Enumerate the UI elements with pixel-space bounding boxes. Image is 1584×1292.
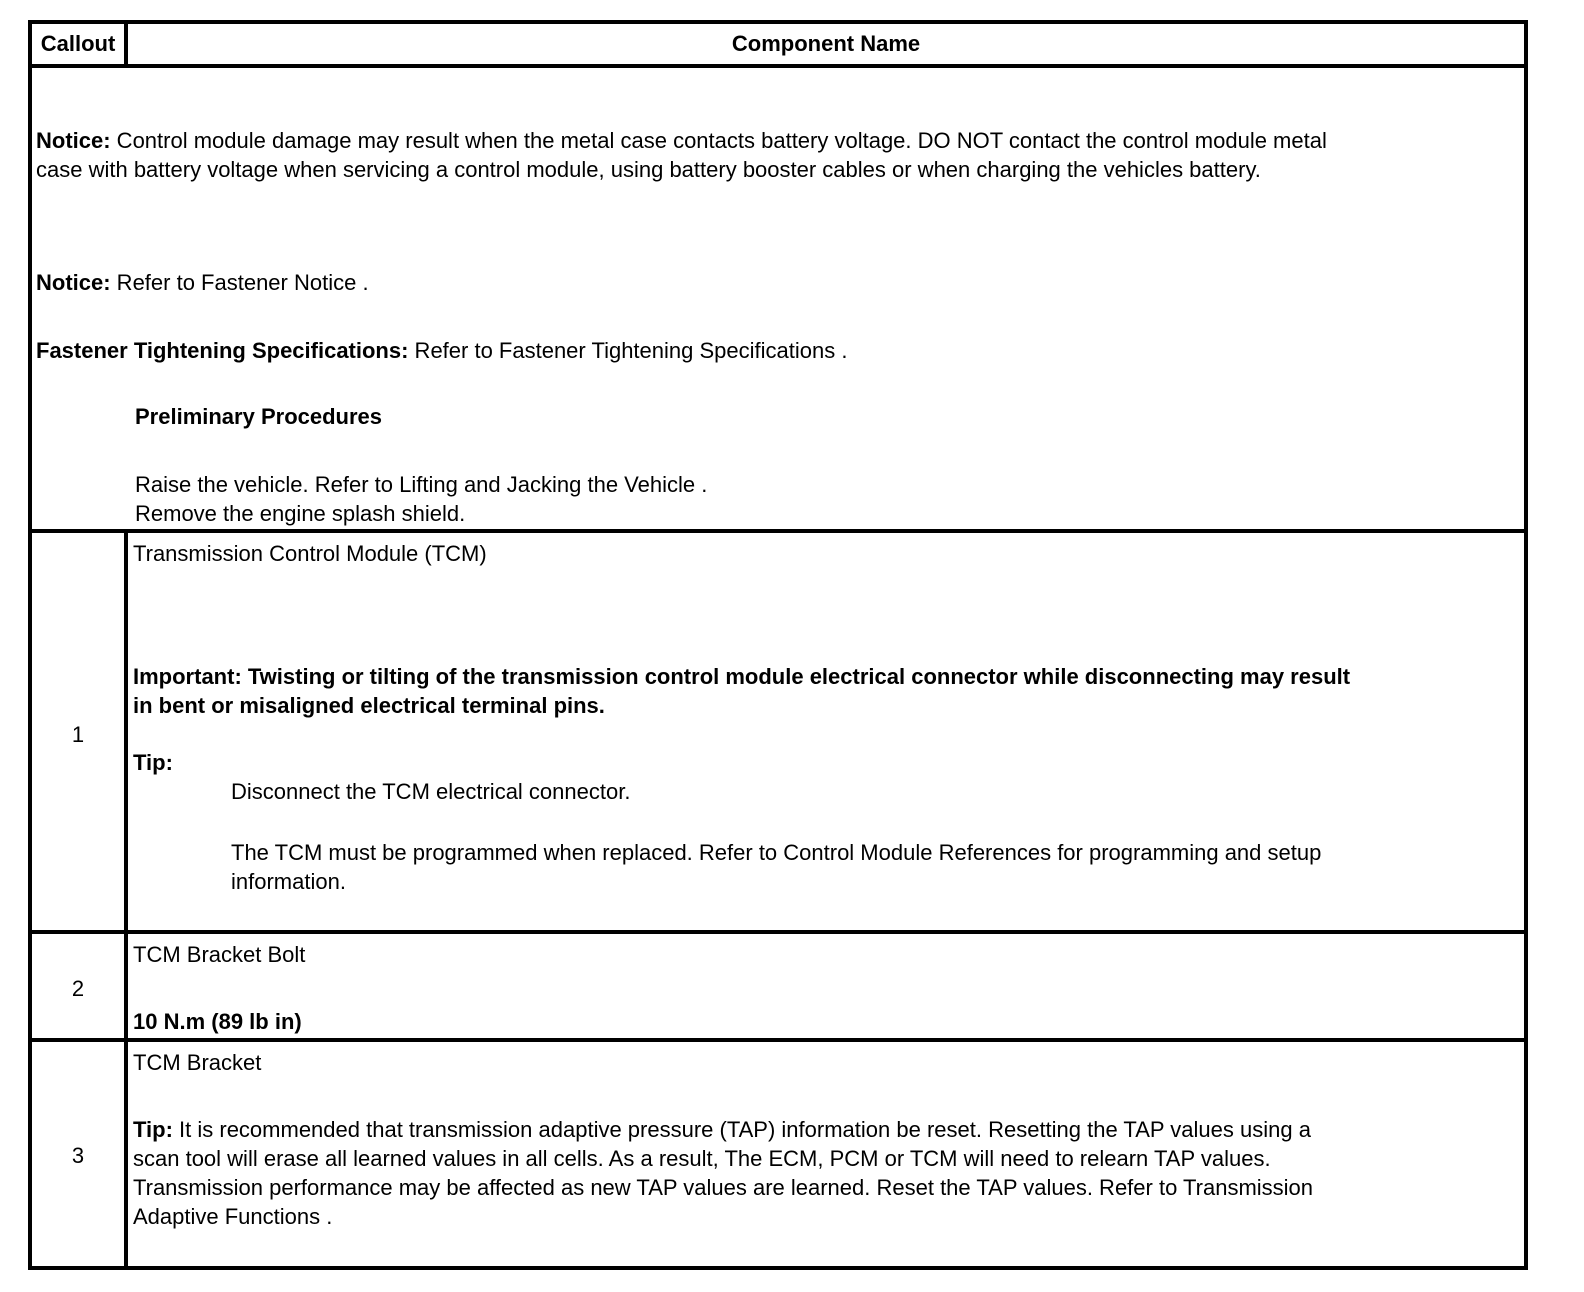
divider	[32, 930, 1524, 934]
important-note-line1: Important: Twisting or tilting of the transmission control module electrical connector while disconnecting may result	[133, 664, 1351, 689]
prelim-step-2: Remove the engine splash shield.	[135, 501, 466, 526]
torque-spec: 10 N.m (89 lb in)	[133, 1009, 302, 1034]
component-tcm-bracket-bolt: TCM Bracket Bolt	[133, 942, 306, 967]
fastener-specs: Fastener Tightening Specifications: Refer to Fastener Tightening Specifications .	[36, 338, 848, 363]
callout-1: 1	[71, 722, 85, 747]
divider	[32, 1038, 1524, 1042]
notice-control-module: Notice: Control module damage may result when the metal case contacts battery voltage. DO NOT contact the control module metal	[36, 128, 1327, 153]
important-note-line2: in bent or misaligned electrical terminal pins.	[133, 693, 605, 718]
component-tcm-bracket: TCM Bracket	[133, 1050, 262, 1075]
column-divider	[124, 533, 128, 1270]
notice-fastener: Notice: Refer to Fastener Notice .	[36, 270, 369, 295]
tip-step-program-line1: The TCM must be programmed when replaced. Refer to Control Module References for programming and setup	[231, 840, 1322, 865]
preliminary-procedures-heading: Preliminary Procedures	[135, 404, 383, 429]
component-tcm: Transmission Control Module (TCM)	[133, 541, 487, 566]
callout-3: 3	[71, 1143, 85, 1168]
tip-tap-line3: Transmission performance may be affected as new TAP values are learned. Reset the TAP values. Refer to Transmission	[133, 1175, 1314, 1200]
tip-label: Tip:	[133, 750, 173, 775]
header-component-name: Component Name	[731, 31, 921, 56]
procedure-table	[28, 20, 1528, 1270]
tip-step-program-line2: information.	[231, 869, 346, 894]
divider	[32, 529, 1524, 533]
callout-2: 2	[71, 976, 85, 1001]
tip-tap-line1: Tip: It is recommended that transmission adaptive pressure (TAP) information be reset. Resetting the TAP values using a	[133, 1117, 1311, 1142]
tip-tap-line4: Adaptive Functions .	[133, 1204, 333, 1229]
tip-step-disconnect: Disconnect the TCM electrical connector.	[231, 779, 631, 804]
prelim-step-1: Raise the vehicle. Refer to Lifting and Jacking the Vehicle .	[135, 472, 708, 497]
notice-control-module-cont: case with battery voltage when servicing a control module, using battery booster cables or when charging the vehicles battery.	[36, 157, 1261, 182]
tip-tap-line2: scan tool will erase all learned values in all cells. As a result, The ECM, PCM or TCM will need to relearn TAP values.	[133, 1146, 1271, 1171]
table-header	[32, 24, 1524, 68]
header-callout: Callout	[32, 24, 128, 64]
